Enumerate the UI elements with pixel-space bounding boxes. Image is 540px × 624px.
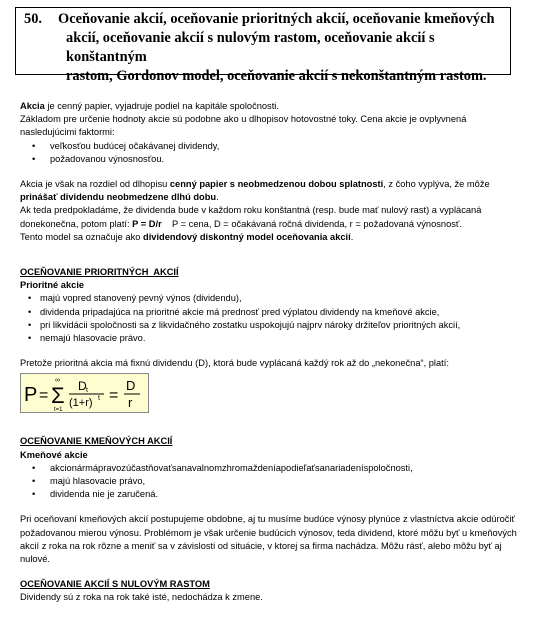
result-denominator: r bbox=[128, 395, 133, 411]
list-item: • dividenda nie je zaručená. bbox=[20, 488, 525, 501]
list-item: • veľkosťou budúcej očakávanej dividendy, bbox=[20, 140, 525, 153]
section-number: 50. bbox=[24, 11, 42, 27]
zero-growth-heading: OCEŇOVANIE AKCIÍ S NULOVÝM RASTOM bbox=[20, 579, 210, 590]
fraction-denominator: (1+r) bbox=[69, 397, 93, 410]
text-run: , z čoho vyplýva, že môže bbox=[383, 179, 490, 190]
priority-heading: OCEŇOVANIE PRIORITNÝCH AKCIÍ bbox=[20, 267, 179, 278]
list-item: • požadovanou výnosnosťou. bbox=[20, 153, 525, 166]
common-heading: OCEŇOVANIE KMEŇOVÝCH AKCIÍ bbox=[20, 436, 173, 447]
priority-formula-intro: Pretože prioritná akcia má fixnú dividendu (D), ktorá bude vyplácaná každý rok až do „nekonečna“, platí: bbox=[20, 358, 449, 369]
text-run: Akcia je však na rozdiel od dlhopisu bbox=[20, 179, 170, 190]
term-akcia: Akcia bbox=[20, 101, 45, 111]
list-item: • akcionármápravozúčastňovaťsanavalnomzhromaždeníapodieľaťsanariadeníspoločnosti, bbox=[20, 462, 525, 475]
title-line-1: Oceňovanie akcií, oceňovanie prioritných akcií, oceňovanie kmeňových bbox=[58, 11, 495, 27]
text-run: Tento model sa označuje ako bbox=[20, 231, 144, 242]
bold-run: cenný papier s neobmedzenou dobou splatnosti bbox=[169, 179, 384, 190]
common-valuation-paragraph: Pri oceňovaní kmeňových akcií postupujeme obdobne, aj tu musíme budúce výnosy plynúce z vlastníctva akcie odúročiť požadovanou mierou výnosu. Problémom je však určenie budúcich výnosov, teda dividend, ktoré môžu byť u kmeňových akcií z roka na rok rôzne a meniť sa v závislosti od situácie, v ktorej sa firma nachádza. Môžu rásť, alebo môžu byť aj nulové. bbox=[20, 514, 517, 565]
intro-paragraph-1 bbox=[20, 100, 525, 113]
priority-subheading: Prioritné akcie bbox=[20, 280, 85, 291]
formula-equals-2: = bbox=[109, 387, 119, 405]
list-item: • majú hlasovacie právo, bbox=[20, 475, 525, 488]
common-subheading: Kmeňové akcie bbox=[20, 449, 88, 460]
section-title-box bbox=[15, 7, 511, 84]
text-run: . bbox=[216, 192, 219, 203]
list-item: • nemajú hlasovacie právo. bbox=[20, 332, 525, 345]
priority-bullet-list bbox=[20, 292, 525, 345]
document-body bbox=[20, 100, 525, 605]
sum-upper-limit: ∞ bbox=[55, 377, 60, 385]
text-run: P = cena, D = očakávaná ročná dividenda, r = požadovaná výnosnosť. bbox=[161, 218, 462, 229]
numerator-subscript: t bbox=[86, 387, 88, 395]
text-run: Ak teda predpokladáme, že dividenda bude v každom roku konštantná (resp. bude mať nulový rast) a vyplácaná donekonečna, potom platí: bbox=[20, 205, 482, 229]
fraction-numerator: D bbox=[78, 379, 87, 394]
title-line-3: rastom, Gordonov model, oceňovanie akcií s nekonštantným rastom. bbox=[66, 68, 487, 84]
result-numerator: D bbox=[126, 378, 136, 394]
common-bullet-list bbox=[20, 462, 525, 502]
zero-growth-text: Dividendy sú z roka na rok také isté, nedochádza k zmene. bbox=[20, 592, 263, 603]
list-item: • majú vopred stanovený pevný výnos (dividendu), bbox=[20, 292, 525, 305]
formula-inline: P = D/r bbox=[132, 218, 162, 229]
bold-run: dividendový diskontný model oceňovania akcií bbox=[143, 231, 351, 242]
intro-factor-list bbox=[20, 140, 525, 166]
bold-run: prinášať dividendu neobmedzene dlhú dobu bbox=[20, 192, 217, 203]
intro-paragraph-2: Základom pre určenie hodnoty akcie sú podobne ako u dlhopisov hotovostné toky. Cena akcie je ovplyvnená nasledujúcimi faktormi: bbox=[20, 114, 467, 138]
denominator-exponent: t bbox=[98, 395, 100, 403]
formula-equals: = bbox=[39, 387, 49, 405]
dividend-model-paragraph bbox=[20, 178, 525, 244]
intro-p1-text: je cenný papier, vyjadruje podiel na kapitále spoločnosti. bbox=[44, 101, 279, 111]
text-run: . bbox=[350, 231, 354, 242]
formula-p: P bbox=[24, 384, 38, 407]
list-item: • pri likvidácii spoločnosti sa z likvidačného zostatku uspokojujú najprv nároky držiteľov prioritných akcií, bbox=[20, 319, 525, 332]
sum-lower-limit: t=1 bbox=[54, 407, 63, 414]
sum-sign: Σ bbox=[51, 383, 65, 409]
perpetuity-formula bbox=[20, 373, 149, 413]
title-line-2: akcií, oceňovanie akcií s nulovým rastom, oceňovanie akcií s konštantným bbox=[66, 30, 435, 65]
list-item: • dividenda pripadajúca na prioritné akcie má prednosť pred výplatou dividendy na kmeňové akcie, bbox=[20, 306, 525, 319]
